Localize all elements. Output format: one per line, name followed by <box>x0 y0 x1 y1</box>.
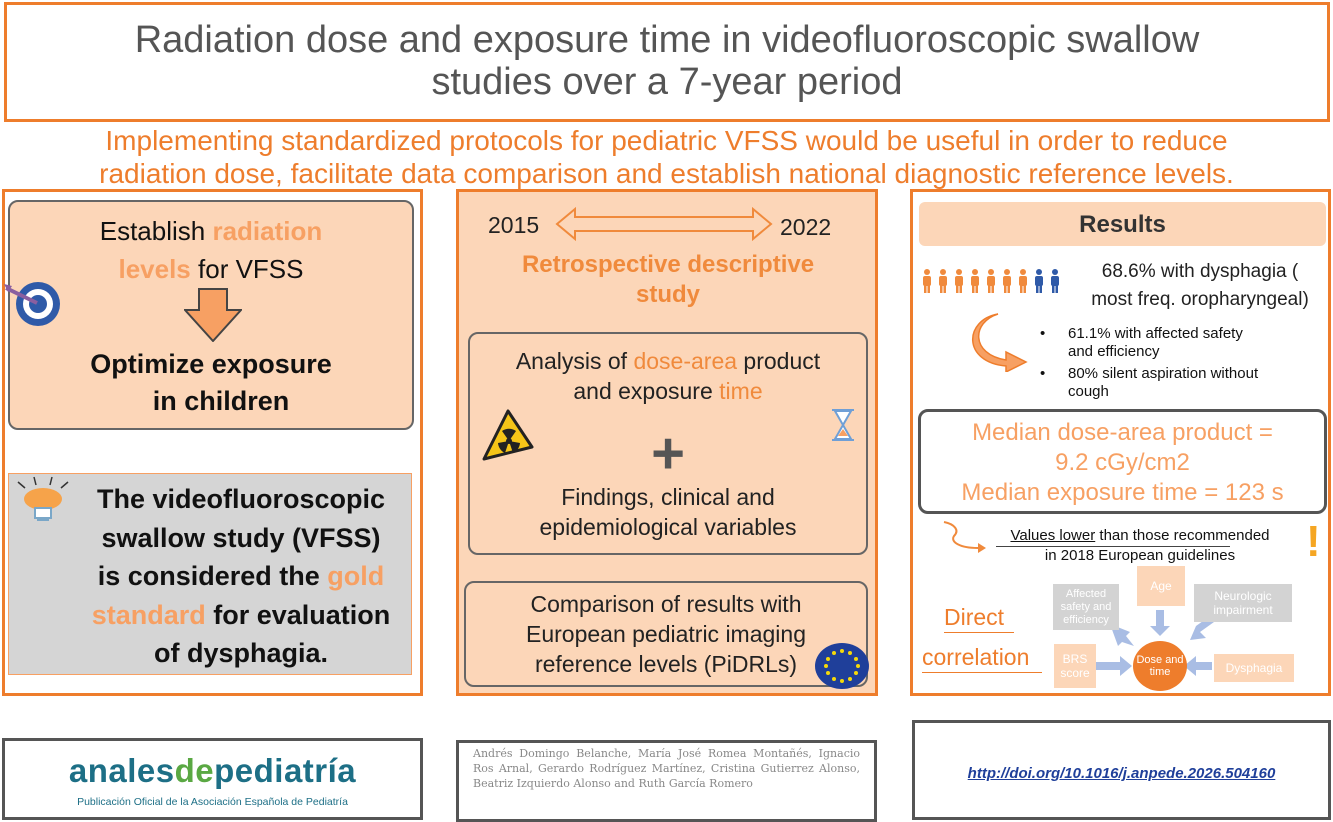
journal-subtitle: Publicación Oficial de la Asociación Española de Pediatría <box>77 796 348 808</box>
analysis-a3: product <box>743 348 821 374</box>
authors-text: Andrés Domingo Belanche, María José Romea Montañés, Ignacio Ros Arnal, Gerardo Rodríguez Martínez, Cristina Gutierrez Alonso, Beatriz Izquierdo Alonso and Ruth García Romero <box>473 747 860 790</box>
results-bullets: • 61.1% with affected safety and efficiency • 80% silent aspiration without cough <box>1040 325 1259 400</box>
journal-logo-c: pediatría <box>214 752 357 789</box>
people-icon <box>921 268 1071 294</box>
bullet-1-line-2: and efficiency <box>1068 343 1160 360</box>
bg-line-1: The videofluoroscopic <box>96 484 386 514</box>
dysphagia-line-1: 68.6% with dysphagia ( <box>1101 261 1299 282</box>
factor-center: Dose and time <box>1133 641 1187 691</box>
correlation-label: correlation <box>922 644 1030 670</box>
analysis-a2: dose-area <box>633 348 738 374</box>
bg-line-4b: for evaluation <box>213 599 391 630</box>
eu-flag-icon <box>814 642 870 690</box>
journal-logo-b: de <box>174 752 215 789</box>
conclusion-line-1: Implementing standardized protocols for pediatric VFSS would be useful in order to reduce <box>105 125 1228 156</box>
dysphagia-stat <box>1070 258 1330 314</box>
goal-optimize-2: in children <box>152 386 290 416</box>
lightbulb-icon <box>14 476 72 528</box>
year-end: 2022 <box>780 214 832 240</box>
values-lower-2: in 2018 European guidelines <box>1044 547 1236 564</box>
journal-box <box>2 738 423 820</box>
journal-logo-a: anales <box>68 752 175 789</box>
study-type <box>462 250 874 310</box>
divider <box>996 546 1230 547</box>
analysis-a4: and exposure <box>573 378 713 404</box>
bg-line-4a: standard <box>91 599 206 630</box>
authors-box <box>456 740 877 822</box>
bullet-2-line-1: 80% silent aspiration without <box>1068 365 1259 382</box>
median-time: Median exposure time = 123 s <box>961 479 1284 506</box>
goal-box <box>8 200 414 430</box>
page-title <box>7 5 1327 103</box>
link-arrow-icon <box>940 518 988 554</box>
bg-line-5: of dysphagia. <box>153 638 329 668</box>
comparison-1: Comparison of results with <box>530 591 802 617</box>
values-lower-a: Values lower <box>1010 527 1096 544</box>
comparison-2: European pediatric imaging <box>525 621 806 647</box>
factor-neuro: Neurologic impairment <box>1194 584 1292 622</box>
conclusion-text <box>0 124 1333 190</box>
analysis-f2: epidemiological variables <box>539 514 797 540</box>
goal-optimize-1: Optimize exposure <box>90 349 332 379</box>
comparison-3: reference levels (PiDRLs) <box>534 651 798 677</box>
analysis-a5: time <box>719 378 763 404</box>
dysphagia-line-2: most freq. oropharyngeal) <box>1091 289 1309 310</box>
journal-logo <box>5 753 420 789</box>
title-box <box>4 2 1330 122</box>
plus-sign: + <box>651 421 685 486</box>
title-line-1: Radiation dose and exposure time in videofluoroscopic swallow <box>134 19 1200 61</box>
target-icon <box>4 280 66 328</box>
exclamation-icon: ! <box>1306 517 1321 566</box>
comparison-box <box>464 581 868 687</box>
goal-radiation: radiation <box>212 216 323 246</box>
bg-line-3a: is considered the <box>97 561 320 591</box>
goal-establish: Establish <box>99 216 206 246</box>
factor-dysphagia: Dysphagia <box>1214 654 1294 682</box>
double-arrow-icon <box>555 207 773 241</box>
direct-label: Direct <box>944 604 1005 630</box>
doi-link[interactable]: http://doi.org/10.1016/j.anpede.2026.504160 <box>967 765 1276 782</box>
bg-line-3b: gold <box>327 561 385 591</box>
down-arrow-icon <box>184 288 242 342</box>
median-dose-2: 9.2 cGy/cm2 <box>1055 449 1190 476</box>
doi-box <box>912 720 1331 820</box>
goal-levels: levels <box>118 254 191 284</box>
conclusion-line-2: radiation dose, facilitate data comparison and establish national diagnostic reference levels. <box>99 158 1234 189</box>
factor-age: Age <box>1137 566 1185 606</box>
correlation-underline <box>922 672 1042 673</box>
median-dose-1: Median dose-area product = <box>972 419 1273 446</box>
radiation-icon <box>478 407 534 463</box>
bullet-1-line-1: 61.1% with affected safety <box>1068 325 1243 342</box>
factor-affected: Affected safety and efficiency <box>1053 584 1119 630</box>
study-type-1: Retrospective descriptive <box>521 251 815 278</box>
direct-underline <box>944 632 1014 633</box>
bg-line-2: swallow study (VFSS) <box>101 522 381 553</box>
goal-for-vfss: for VFSS <box>198 254 304 284</box>
bullet-2-line-2: cough <box>1068 383 1109 400</box>
hourglass-icon <box>828 408 858 442</box>
year-start: 2015 <box>488 212 540 238</box>
median-box <box>918 409 1327 514</box>
values-lower-b: than those recommended <box>1095 527 1270 544</box>
title-line-2: studies over a 7-year period <box>431 61 903 103</box>
analysis-f1: Findings, clinical and <box>561 484 775 510</box>
factor-brs: BRS score <box>1054 644 1096 688</box>
analysis-a1: Analysis of <box>515 348 628 374</box>
study-type-2: study <box>635 281 700 308</box>
results-title: Results <box>919 202 1326 246</box>
curved-arrow-icon <box>968 310 1034 372</box>
